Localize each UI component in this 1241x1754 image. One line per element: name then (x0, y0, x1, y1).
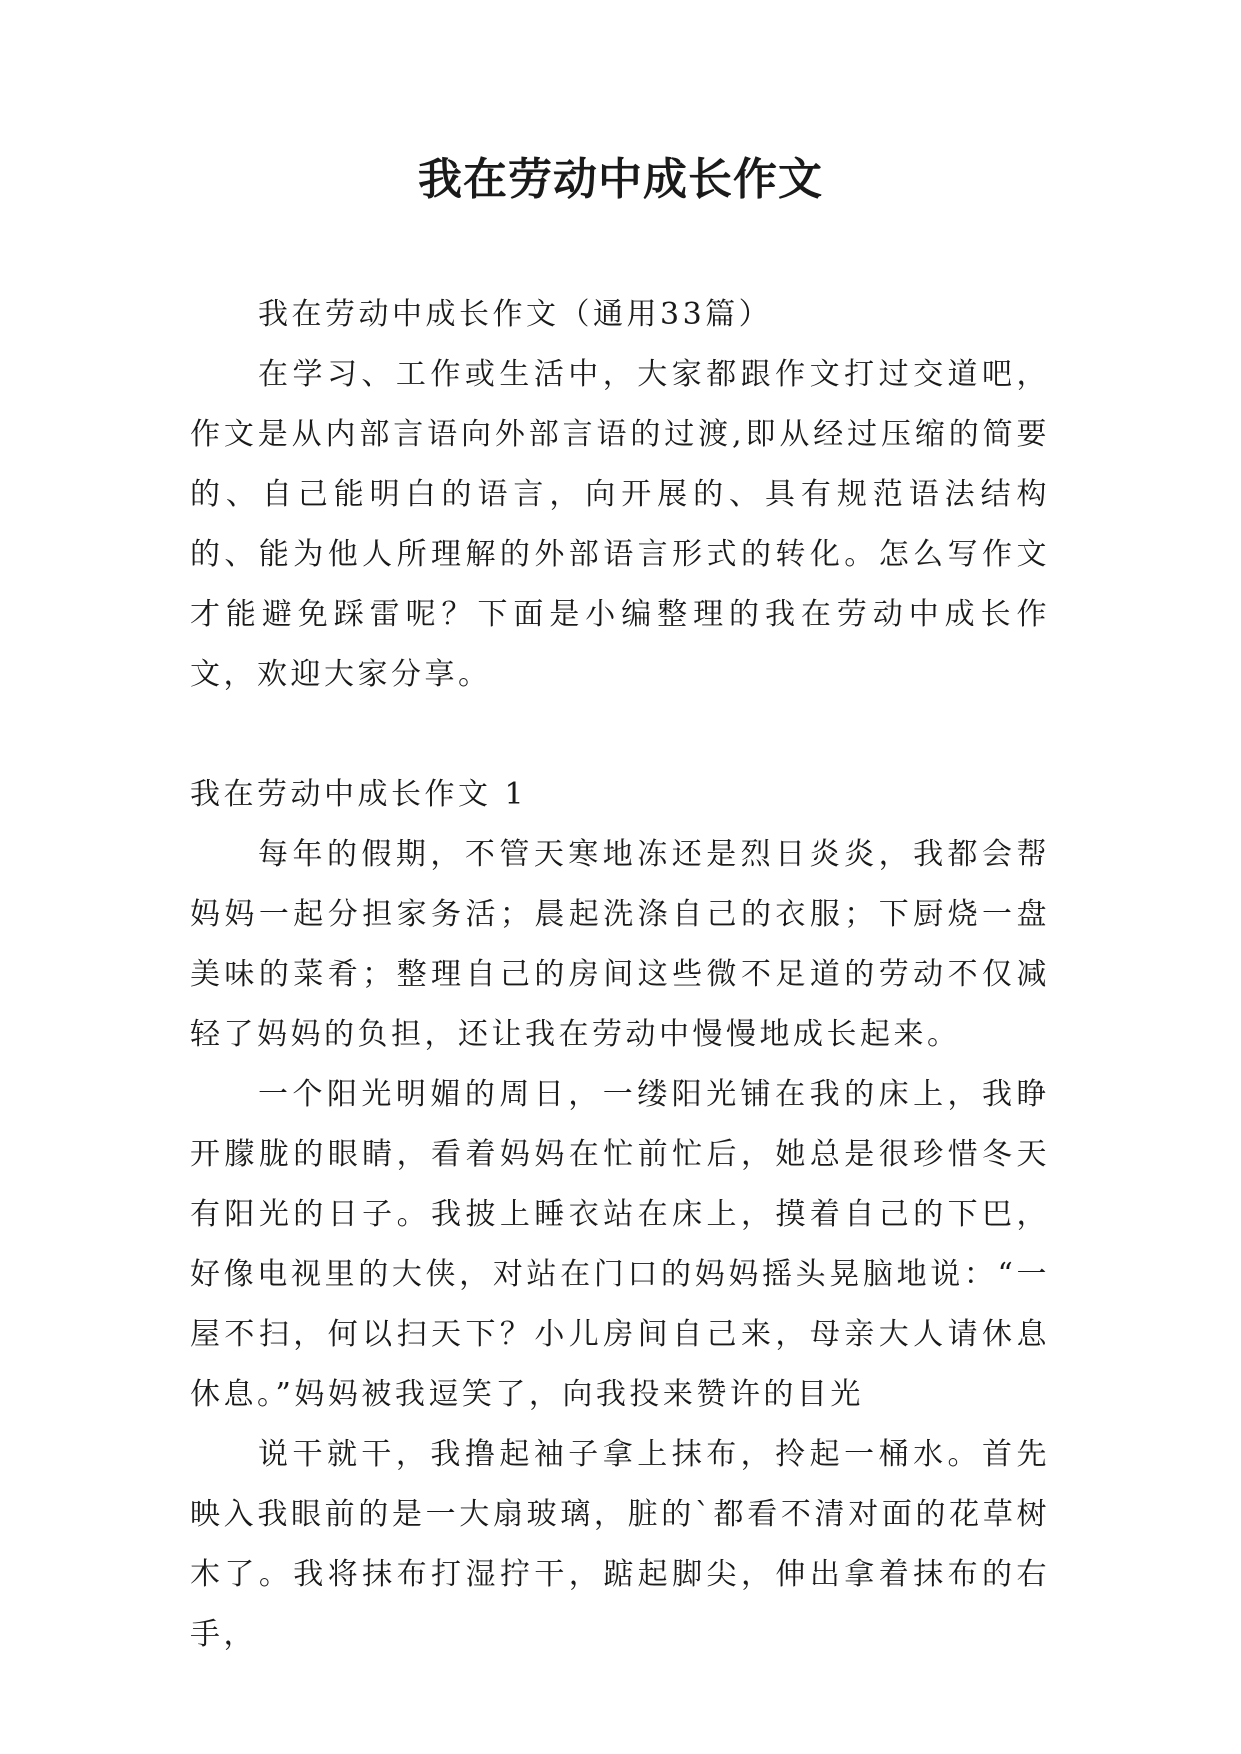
body-paragraph: 每年的假期，不管天寒地冻还是烈日炎炎，我都会帮妈妈一起分担家务活；晨起洗涤自己的衣服；下厨烧一盘美味的菜肴；整理自己的房间这些微不足道的劳动不仅减轻了妈妈的负担，还让我在劳动中慢慢地成长起来。 (190, 837, 1050, 1052)
body-paragraph: 一个阳光明媚的周日，一缕阳光铺在我的床上，我睁开朦胧的眼睛，看着妈妈在忙前忙后，她总是很珍惜冬天有阳光的日子。我披上睡衣站在床上，摸着自己的下巴，好像电视里的大侠，对站在门口的妈妈摇头晃脑地说：“一屋不扫，何以扫天下？小儿房间自己来，母亲大人请休息休息。”妈妈被我逗笑了，向我投来赞许的目光 (190, 1077, 1050, 1412)
intro-paragraph: 在学习、工作或生活中，大家都跟作文打过交道吧，作文是从内部言语向外部言语的过渡,即从经过压缩的简要的、自己能明白的语言，向开展的、具有规范语法结构的、能为他人所理解的外部语言形式的转化。怎么写作文才能避免踩雷呢？下面是小编整理的我在劳动中成长作文，欢迎大家分享。 (190, 357, 1050, 692)
document-body (190, 285, 1050, 1665)
section-spacer (190, 705, 1050, 765)
document-title: 我在劳动中成长作文 (418, 154, 823, 205)
intro-heading: 我在劳动中成长作文（通用33篇） (258, 297, 773, 332)
body-paragraph: 说干就干，我撸起袖子拿上抹布，拎起一桶水。首先映入我眼前的是一大扇玻璃，脏的`都看不清对面的花草树木了。我将抹布打湿拧干，踮起脚尖，伸出拿着抹布的右手， (190, 1437, 1050, 1652)
section-heading: 我在劳动中成长作文 1 (190, 777, 528, 812)
